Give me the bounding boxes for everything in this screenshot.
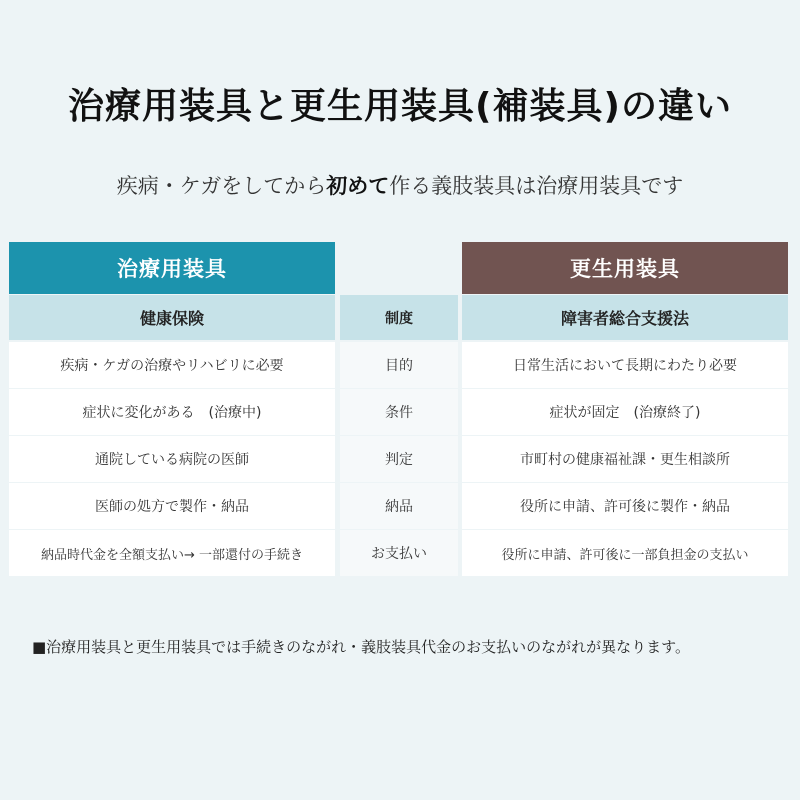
subtitle-prefix: 疾病・ケガをしてから: [116, 174, 327, 198]
row-condition-label: 条件: [340, 389, 458, 435]
rehabilitation-device-header: 更生用装具: [462, 242, 788, 294]
row-delivery-label: 納品: [340, 483, 458, 529]
subtitle-emphasis: 初めて: [326, 174, 390, 198]
row-purpose-left: 疾病・ケガの治療やリハビリに必要: [9, 342, 335, 388]
row-judgment-right: 市町村の健康福祉課・更生相談所: [462, 436, 788, 482]
row-purpose-right: 日常生活において長期にわたり必要: [462, 342, 788, 388]
page-title: 治療用装具と更生用装具(補装具)の違い: [68, 86, 732, 127]
row-judgment-left: 通院している病院の医師: [9, 436, 335, 482]
row-judgment-label: 判定: [340, 436, 458, 482]
subtitle-suffix: 作る義肢装具は治療用装具です: [389, 174, 684, 198]
row-payment-left: 納品時代金を全額支払い→ 一部還付の手続き: [9, 530, 335, 576]
row-condition-right: 症状が固定 (治療終了): [462, 389, 788, 435]
system-subheader: 制度: [340, 295, 458, 340]
row-payment-label: お支払い: [340, 530, 458, 576]
footnote: ■治療用装具と更生用装具では手続きのながれ・義肢装具代金のお支払いのながれが異なります。: [32, 638, 690, 656]
disability-support-law-subheader: 障害者総合支援法: [462, 295, 788, 340]
subtitle: [0, 170, 800, 200]
row-condition-left: 症状に変化がある (治療中): [9, 389, 335, 435]
row-delivery-right: 役所に申請、許可後に製作・納品: [462, 483, 788, 529]
health-insurance-subheader: 健康保険: [9, 295, 335, 340]
row-payment-right: 役所に申請、許可後に一部負担金の支払い: [462, 530, 788, 576]
row-delivery-left: 医師の処方で製作・納品: [9, 483, 335, 529]
row-purpose-label: 目的: [340, 342, 458, 388]
treatment-device-header: 治療用装具: [9, 242, 335, 294]
